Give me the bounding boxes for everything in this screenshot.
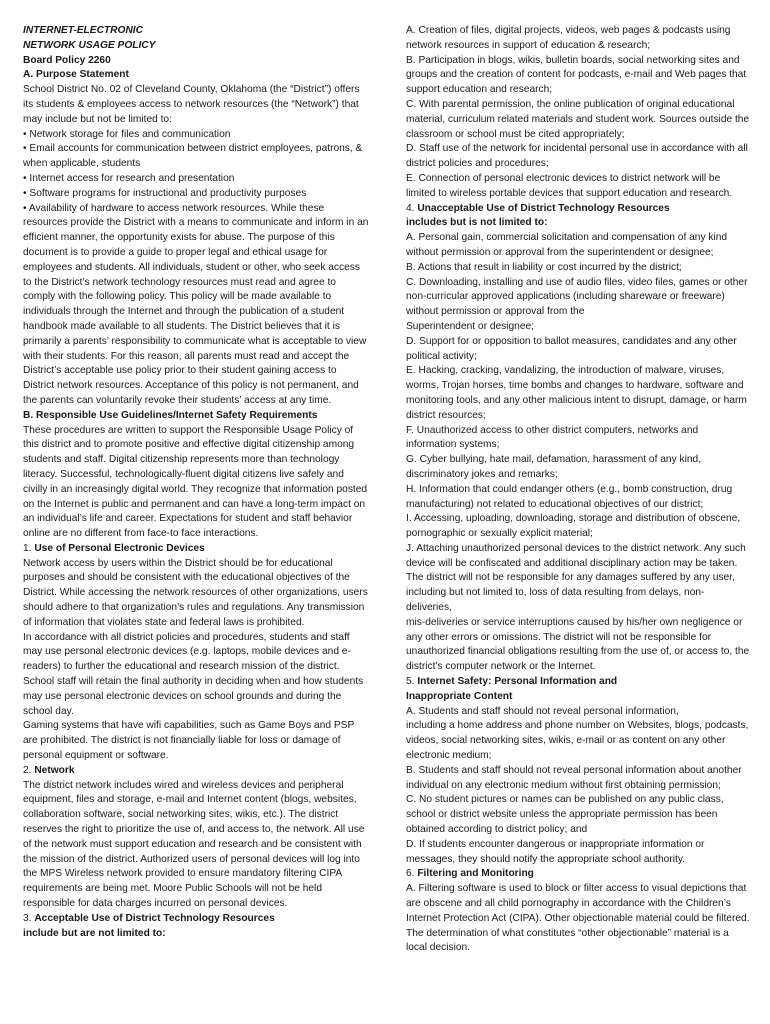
section-heading: Inappropriate Content — [406, 690, 513, 702]
section-title: Filtering and Monitoring — [417, 868, 534, 880]
paragraph: D. Staff use of the network for incidental personal use in accordance with all district policies and procedures; — [406, 143, 748, 170]
section-title: Use of Personal Electronic Devices — [34, 542, 205, 554]
section-number: 2. — [23, 764, 35, 776]
paragraph: • Software programs for instructional and productivity purposes — [23, 187, 307, 199]
section-heading: include but are not limited to: — [23, 927, 166, 939]
numbered-section-heading — [406, 202, 750, 217]
paragraph: G. Cyber bullying, hate mail, defamation, harassment of any kind, discriminatory jokes and remarks; — [406, 454, 702, 480]
document-title-line: INTERNET-ELECTRONIC — [23, 25, 143, 36]
document-title-line: NETWORK USAGE POLICY — [23, 39, 156, 51]
paragraph: C. Downloading, installing and use of audio files, video files, games or other non-curricular approved applications (including shareware or freeware) without permission or approval from the — [406, 276, 748, 318]
paragraph: C. No student pictures or names can be published on any public class, school or district website unless the appropriate permission has been obtained according to district policy; and — [406, 794, 724, 836]
section-title: Network — [34, 764, 75, 776]
left-column — [23, 24, 370, 941]
section-number: 4. — [406, 202, 418, 214]
section-heading: A. Purpose Statement — [23, 69, 129, 81]
section-number: 5. — [406, 676, 418, 688]
paragraph: E. Hacking, cracking, vandalizing, the introduction of malware, viruses, worms, Trojan horses, time bombs and changes to hardware, software and monitoring tools, and any other malicious intent to disrupt, damage, or harm district resources; — [406, 365, 747, 421]
paragraph: B. Actions that result in liability or cost incurred by the district; — [406, 261, 682, 273]
paragraph: A. Filtering software is used to block or filter access to visual depictions that are obscene and all child pornography in accordance with the Children’s Internet Protection Act (CIPA). Other objectionable material could be filtered. The determination of what constitutes “other objectionable” material is a local decision. — [406, 883, 750, 954]
paragraph: Gaming systems that have wifi capabilities, such as Game Boys and PSP are prohibited. The district is not financially liable for loss or damage of personal equipment or software. — [23, 720, 355, 762]
paragraph: B. Students and staff should not reveal personal information about another individual on any electronic medium without first obtaining permission; — [406, 764, 742, 791]
paragraph: B. Participation in blogs, wikis, bulletin boards, social networking sites and groups and the creation of content for podcasts, e-mail and Web pages that support education and research; — [406, 54, 747, 96]
paragraph: • Network storage for files and communication — [23, 128, 231, 140]
numbered-section-heading — [406, 867, 750, 882]
paragraph: In accordance with all district policies and procedures, students and staff may use personal electronic devices (e.g. laptops, mobile devices and e-readers) to further the educational and research mission of the district. School staff will retain the final authority in deciding when and how students may use personal electronic devices on school grounds and during the school day. — [23, 631, 364, 717]
paragraph: F. Unauthorized access to other district computers, networks and information systems; — [406, 424, 699, 451]
section-number: 6. — [406, 868, 418, 880]
paragraph: I. Accessing, uploading, downloading, storage and distribution of obscene, pornographic or sexually explicit material; — [406, 513, 741, 540]
section-heading: includes but is not limited to: — [406, 217, 548, 229]
paragraph: • Email accounts for communication between district employees, patrons, & when applicable, students — [23, 143, 363, 170]
paragraph: Superintendent or designee; — [406, 320, 535, 332]
right-column — [406, 24, 750, 956]
section-title: Acceptable Use of District Technology Resources — [34, 912, 275, 924]
paragraph: C. With parental permission, the online publication of original educational material, curriculum related materials and student work. Sources outside the classroom or school must be cited appropriately; — [406, 98, 750, 140]
paragraph: These procedures are written to support the Responsible Usage Policy of this district and to promote positive and effective digital citizenship among students and staff. Digital citizenship represents more than technology literacy. Successful, technologically-fluent digital citizens live safely and civilly in an increasingly digital world. They recognize that information posted on the Internet is public and permanent and can have a long-term impact on an individual’s life and career. Expectations for student and staff behavior online are no different from face-to face interactions. — [23, 424, 368, 540]
paragraph: H. Information that could endanger others (e.g., bomb construction, drug manufacturing) not related to educational objectives of our district; — [406, 483, 733, 510]
section-heading: Board Policy 2260 — [23, 54, 111, 66]
paragraph: J. Attaching unauthorized personal devices to the district network. Any such device will be confiscated and additional disciplinary action may be taken. The district will not be responsible for any damages suffered by any user, including but not limited to, loss of data resulting from delays, non-deliveries, — [406, 542, 746, 614]
section-heading: B. Responsible Use Guidelines/Internet Safety Requirements — [23, 409, 318, 421]
paragraph: The district network includes wired and wireless devices and peripheral equipment, files and storage, e-mail and Internet content (blogs, websites, collaboration software, social networking sites, wikis, etc.). The district reserves the right to prioritize the use of, and access to, the network. All use of the network must support education and research and be consistent with the mission of the district. Authorized users of personal devices will log into the MPS Wireless network provided to ensure mandatory filtering CIPA requirements are being met. Moore Public Schools will not be held responsible for data charges incurred on personal devices. — [23, 779, 365, 910]
numbered-section-heading — [406, 675, 750, 690]
paragraph: A. Personal gain, commercial solicitation and compensation of any kind without permission or approval from the superintendent or designee; — [406, 232, 728, 258]
section-number: 1. — [23, 542, 35, 554]
paragraph: A. Creation of files, digital projects, videos, web pages & podcasts using network resources in support of education & research; — [406, 25, 731, 51]
paragraph: including a home address and phone number on Websites, blogs, podcasts, videos, social networking sites, wikis, e-mail or as content on any other electronic medium; — [406, 720, 749, 762]
section-title: Internet Safety: Personal Information and — [417, 676, 618, 688]
paragraph: D. If students encounter dangerous or inappropriate information or messages, they should notify the appropriate school authority. — [406, 838, 705, 865]
section-title: Unacceptable Use of District Technology Resources — [417, 202, 670, 214]
paragraph: • Availability of hardware to access network resources. While these resources provide the District with a means to communicate and inform in an efficient manner, the opportunity exists for abuse. The purpose of this document is to provide a guide to proper legal and ethical usage for employees and students. All individuals, student or other, who seek access to the District’s network technology resources must read and agree to comply with the following policy. This policy will be made available to individuals through the Internet and through the publication of a student handbook made available to all students. The District believes that it is primarily a parents’ responsibility to communicate what is acceptable to view with their students. For this reason, all parents must read and accept the District’s acceptable use policy prior to their student gaining access to District network resources. Acceptance of this policy is not permanent, and the parents can voluntarily revoke their students’ access at any time. — [23, 202, 369, 406]
numbered-section-heading — [23, 764, 370, 779]
paragraph: Network access by users within the District should be for educational purposes and should be consistent with the educational objectives of the District. While accessing the network resources of other organizations, users should adhere to that organization’s rules and regulations. Any transmission of information that violates state and federal laws is prohibited. — [23, 557, 368, 628]
numbered-section-heading — [23, 912, 370, 927]
paragraph: D. Support for or opposition to ballot measures, candidates and any other political activity; — [406, 335, 737, 362]
section-number: 3. — [23, 912, 35, 924]
numbered-section-heading — [23, 542, 370, 557]
paragraph: School District No. 02 of Cleveland County, Oklahoma (the “District”) offers its students & employees access to network resources (the “Network”) that may include but not be limited to: — [23, 84, 360, 125]
paragraph: mis-deliveries or service interruptions caused by his/her own negligence or any other errors or omissions. The district will not be responsible for unauthorized financial obligations resulting from the use of, or access to, the district’s computer network or the Internet. — [406, 616, 750, 673]
paragraph: E. Connection of personal electronic devices to district network will be limited to wireless portable devices that support education and research. — [406, 172, 733, 199]
paragraph: • Internet access for research and presentation — [23, 172, 235, 184]
paragraph: A. Students and staff should not reveal personal information, — [406, 705, 679, 717]
